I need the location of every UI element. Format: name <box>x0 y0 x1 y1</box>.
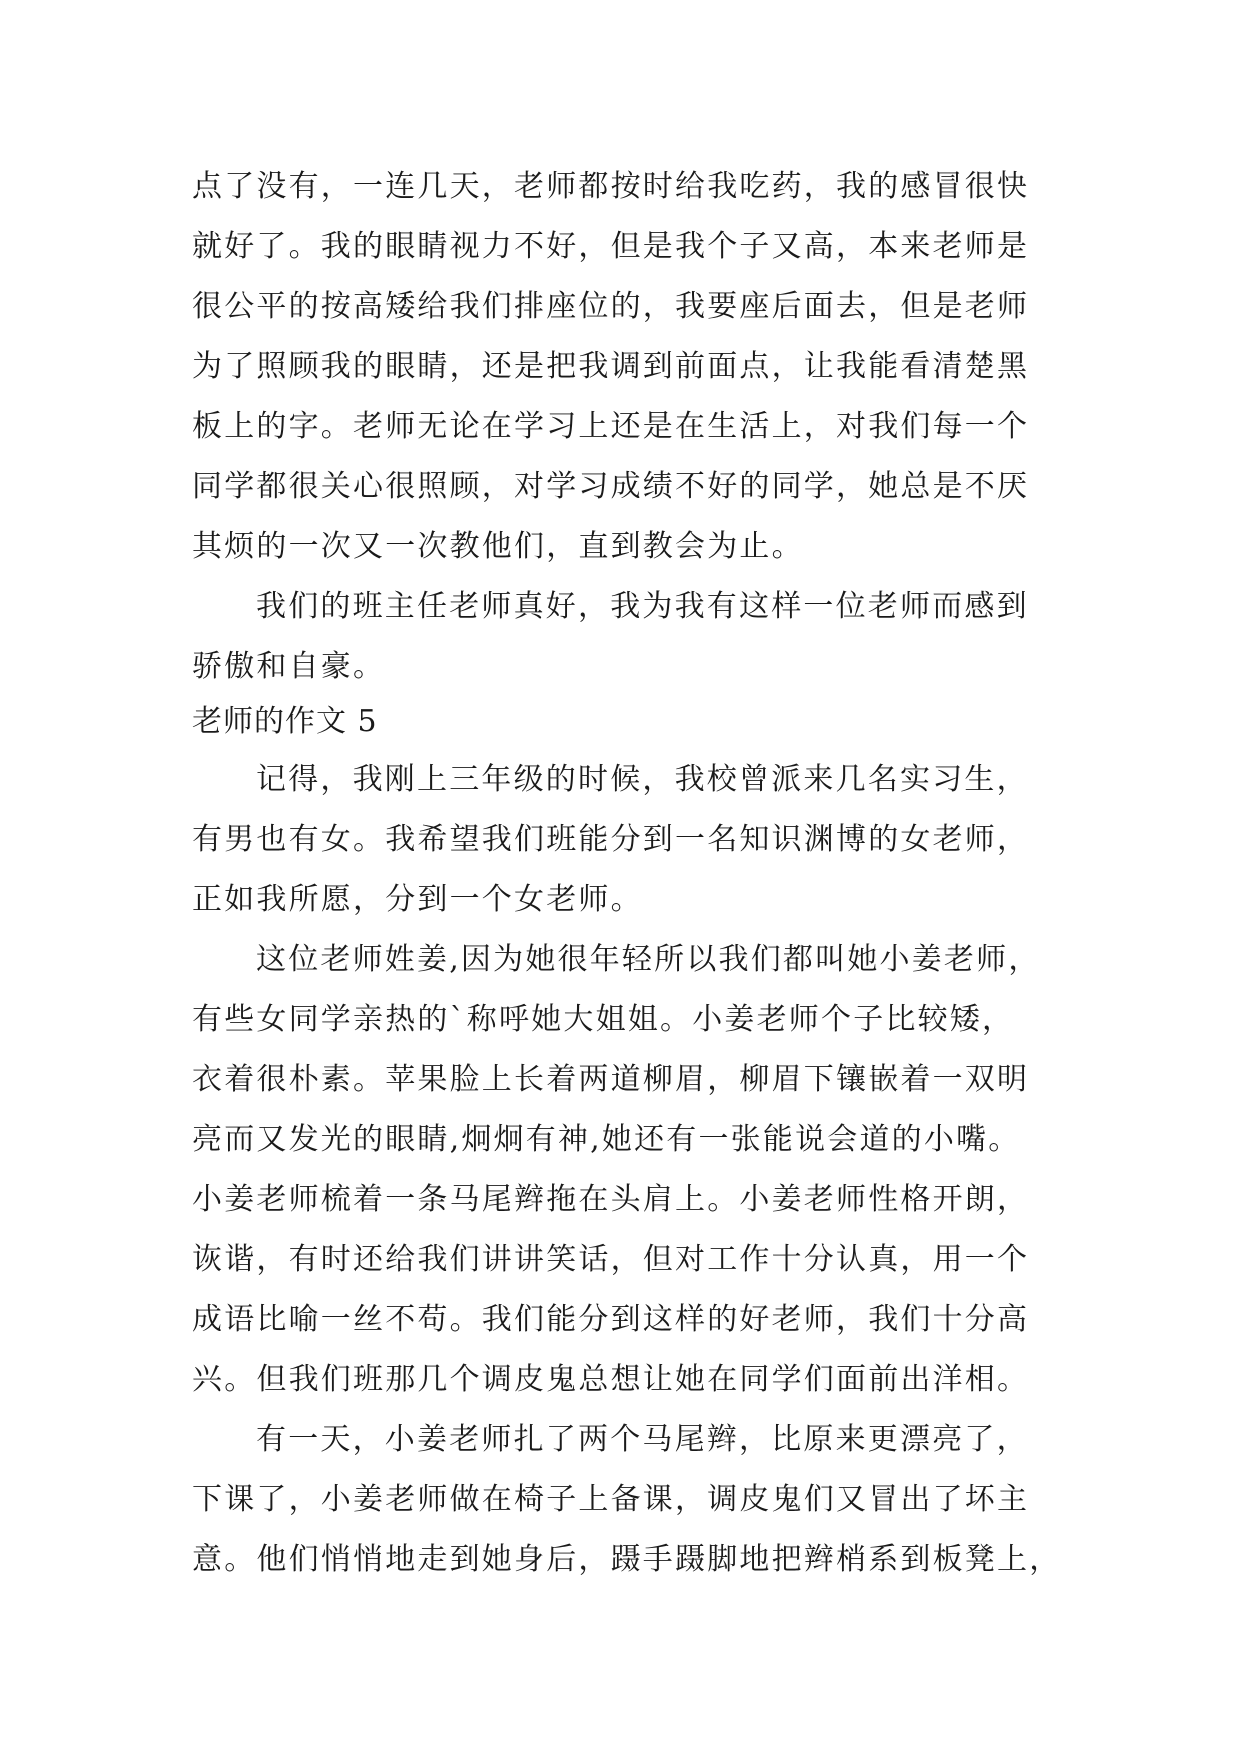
paragraph-line: 点了没有，一连几天，老师都按时给我吃药，我的感冒很快 <box>192 169 1030 204</box>
paragraph-line: 就好了。我的眼睛视力不好，但是我个子又高，本来老师是 <box>192 229 1030 264</box>
paragraph-line: 正如我所愿，分到一个女老师。 <box>192 882 643 917</box>
paragraph-line: 为了照顾我的眼睛，还是把我调到前面点，让我能看清楚黑 <box>192 349 1030 384</box>
paragraph-line: 小姜老师梳着一条马尾辫拖在头肩上。小姜老师性格开朗， <box>192 1182 1030 1217</box>
paragraph-line: 同学都很关心很照顾，对学习成绩不好的同学，她总是不厌 <box>192 469 1030 504</box>
section-heading: 老师的作文 5 <box>192 704 378 739</box>
paragraph-line: 兴。但我们班那几个调皮鬼总想让她在同学们面前出洋相。 <box>192 1362 1030 1397</box>
paragraph-line: 亮而又发光的眼睛,炯炯有神,她还有一张能说会道的小嘴。 <box>192 1122 1021 1157</box>
paragraph-line: 下课了，小姜老师做在椅子上备课，调皮鬼们又冒出了坏主 <box>192 1482 1030 1517</box>
paragraph-line: 其烦的一次又一次教他们，直到教会为止。 <box>192 529 804 564</box>
paragraph-line: 有一天，小姜老师扎了两个马尾辫，比原来更漂亮了， <box>256 1422 1029 1457</box>
paragraph-line: 诙谐，有时还给我们讲讲笑话，但对工作十分认真，用一个 <box>192 1242 1030 1277</box>
paragraph-line: 意。他们悄悄地走到她身后，蹑手蹑脚地把辫梢系到板凳上， <box>192 1542 1062 1577</box>
paragraph-line: 记得，我刚上三年级的时候，我校曾派来几名实习生， <box>256 762 1029 797</box>
paragraph-line: 成语比喻一丝不苟。我们能分到这样的好老师，我们十分高 <box>192 1302 1030 1337</box>
paragraph-line: 板上的字。老师无论在学习上还是在生活上，对我们每一个 <box>192 409 1030 444</box>
paragraph-line: 这位老师姓姜,因为她很年轻所以我们都叫她小姜老师， <box>256 942 1041 977</box>
paragraph-line: 我们的班主任老师真好，我为我有这样一位老师而感到 <box>256 589 1029 624</box>
paragraph-line: 有男也有女。我希望我们班能分到一名知识渊博的女老师， <box>192 822 1030 857</box>
paragraph-line: 衣着很朴素。苹果脸上长着两道柳眉，柳眉下镶嵌着一双明 <box>192 1062 1030 1097</box>
paragraph-line: 有些女同学亲热的`称呼她大姐姐。小姜老师个子比较矮， <box>192 1002 1015 1037</box>
paragraph-line: 很公平的按高矮给我们排座位的，我要座后面去，但是老师 <box>192 289 1030 324</box>
paragraph-line: 骄傲和自豪。 <box>192 649 386 684</box>
